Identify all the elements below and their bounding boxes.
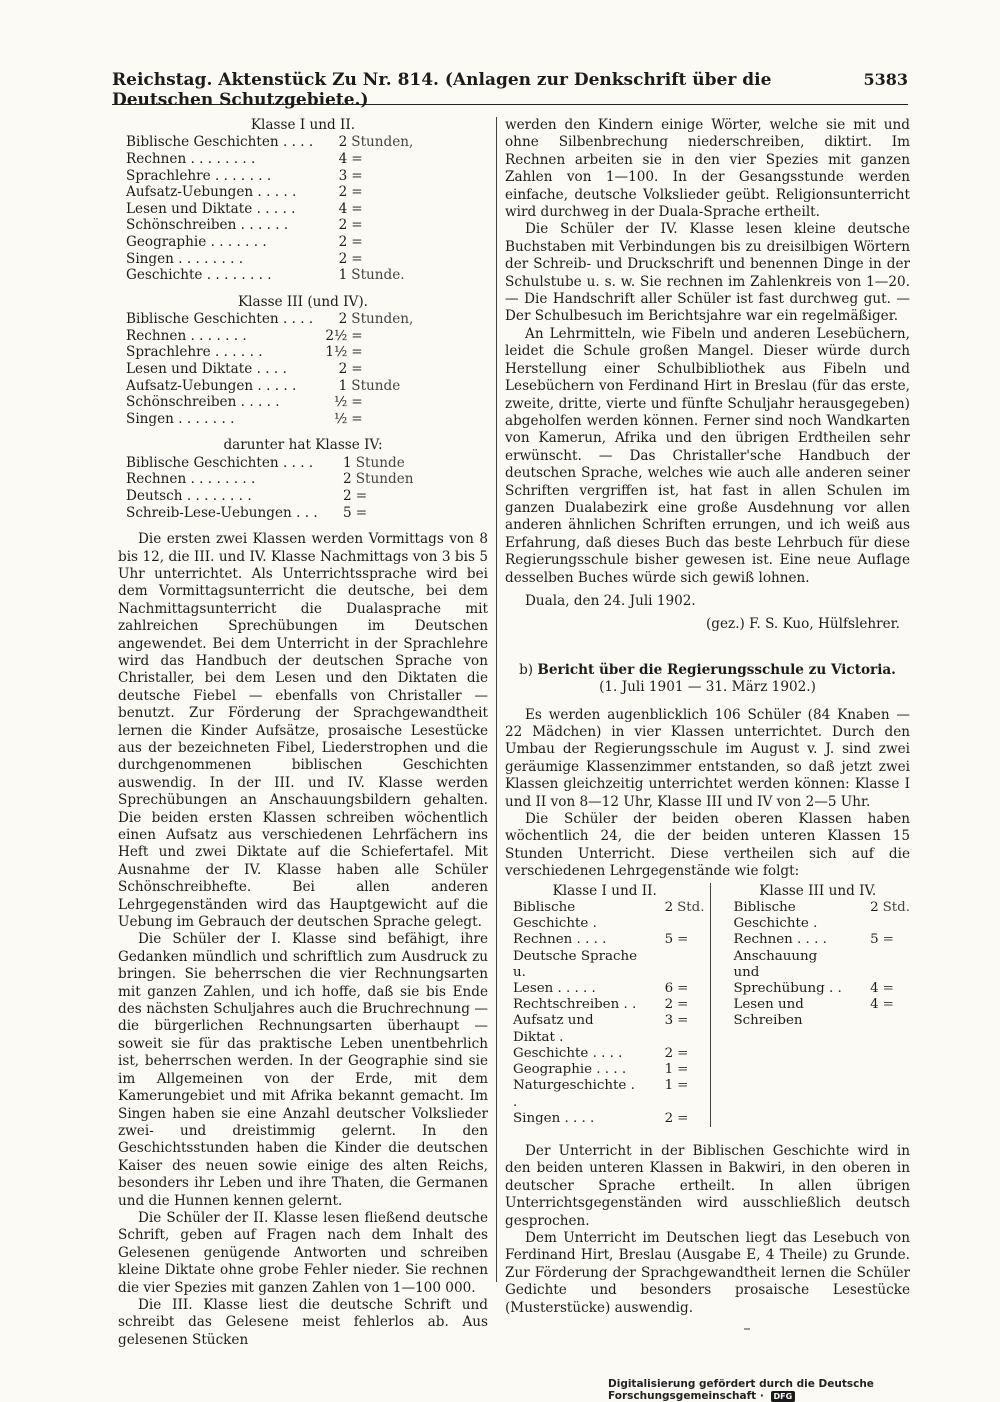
schedule-row <box>507 1046 704 1062</box>
schedule-heading-1: Klasse I und II. <box>250 117 356 133</box>
hours-value: 2 <box>664 1045 674 1061</box>
subject-label: Naturgeschichte . . <box>513 1078 635 1110</box>
unit-label: Stunde <box>351 377 401 394</box>
hours-value: 1 <box>664 1078 674 1094</box>
page-header <box>112 70 908 110</box>
signature: (gez.) F. S. Kuo, Hülfslehrer. <box>705 616 900 633</box>
schedule-row <box>507 900 704 932</box>
unit-label: = <box>677 1062 689 1078</box>
unit-label: = <box>351 217 363 234</box>
unit-label: = <box>677 1110 689 1126</box>
schedule-table-a <box>507 900 704 1127</box>
hours-value: 1 <box>338 377 348 394</box>
unit-label: = <box>351 360 363 377</box>
hours-value: 2 <box>338 311 348 328</box>
subject-label: Biblische Geschichte . <box>513 900 597 932</box>
unit-label: = <box>882 932 894 948</box>
unit-label: Stunde <box>355 454 405 471</box>
schedule-row <box>727 949 910 981</box>
schedule-row <box>120 471 414 488</box>
section-heading <box>505 662 910 679</box>
schedule-row <box>507 981 704 997</box>
subject-label: Singen . . . . . . . . <box>126 250 244 267</box>
hours-value: 2 <box>664 1110 674 1126</box>
subject-label: Sprechübung . . <box>733 981 842 997</box>
section-label: b) <box>519 661 534 678</box>
subject-label: Geographie . . . . <box>513 1062 627 1078</box>
dfg-logo: DFG <box>771 1391 796 1402</box>
subject-label: Rechnen . . . . <box>513 932 607 948</box>
subject-label: Geographie . . . . . . . <box>126 233 267 250</box>
subject-label: Rechnen . . . . . . . <box>126 327 247 344</box>
hours-value: ½ <box>334 394 348 411</box>
schedule-row <box>507 932 704 948</box>
subject-label: Singen . . . . <box>513 1110 595 1126</box>
schedule-row <box>120 394 413 411</box>
subject-label: Biblische Geschichten . . . . <box>126 134 314 151</box>
schedule-row <box>120 311 413 328</box>
unit-label: = <box>677 1013 689 1029</box>
paragraph: Die Schüler der IV. Klasse lesen kleine deutsche Buchstaben mit Verbindungen bis zu dreisilbigen Wörtern der Schreib- und Druckschrift und benennen Dinge in der Schulstube u. s. w. Sie rechnen im Zahlenkreis von 1—20. — Die Handschrift aller Schüler ist fast durchweg gut. — Der Schulbesuch im Berichtsjahre war ein regelmäßiger. <box>505 221 910 325</box>
unit-label: = <box>351 167 363 184</box>
hours-value: 5 <box>870 932 879 948</box>
paragraph: Dem Unterricht im Deutschen liegt das Lesebuch von Ferdinand Hirt, Breslau (Ausgabe E, 4 Theile) zu Grunde. Zur Förderung der Sprachgewandtheit lernen die Schüler Gedichte und besonders prosaische Lesestücke (Musterstücke) auswendig. <box>505 1229 910 1316</box>
subject-label: Rechnen . . . . . . . . <box>126 151 256 167</box>
hours-value: 2 <box>338 233 348 250</box>
subject-label: Geschichte . . . . <box>513 1045 623 1061</box>
unit-label: = <box>677 1045 689 1061</box>
subject-label: Aufsatz-Uebungen . . . . . <box>126 377 297 394</box>
print-mark <box>744 1328 750 1330</box>
subject-label: Rechtschreiben . . <box>513 997 637 1013</box>
hours-value: ½ <box>334 410 348 427</box>
subject-label: Deutsche Sprache u. <box>513 948 638 980</box>
schedule-row <box>120 234 413 251</box>
hours-value: 2 <box>343 471 352 488</box>
schedule-row <box>120 344 413 361</box>
schedule-row <box>120 361 413 378</box>
footer-credit <box>608 1378 1000 1402</box>
subject-label: Lesen und Diktate . . . . . <box>126 200 296 217</box>
subject-label: Biblische Geschichte . <box>733 900 818 932</box>
unit-label: = <box>351 151 363 167</box>
schedule-row <box>120 134 413 151</box>
unit-label: = <box>882 981 894 997</box>
paragraph: werden den Kindern einige Wörter, welche sie mit und ohne Silbenbrechung niederschreiben, diktirt. Im Rechnen arbeiten sie in den vier Spezies mit ganzen Zahlen von 1—100. In der Gesangsstunde werden einfache, deutsche Volkslieder geübt. Religionsunterricht wird durchweg in der Duala-Sprache ertheilt. <box>505 117 910 221</box>
hours-value: 2 <box>664 997 674 1013</box>
unit-label: Stunden, <box>351 311 414 328</box>
unit-label: Stunden, <box>351 134 414 151</box>
schedule-row <box>727 900 910 932</box>
schedule-table-3 <box>120 455 414 521</box>
schedule-row <box>120 328 413 345</box>
schedule-row <box>507 1111 704 1127</box>
section-period: (1. Juli 1901 — 31. März 1902.) <box>599 679 816 696</box>
hours-value: 3 <box>664 1013 674 1029</box>
page-number: 5383 <box>863 70 908 89</box>
unit-label: = <box>351 344 363 361</box>
schedule-row <box>120 488 414 505</box>
hours-value: 2 <box>338 217 348 234</box>
unit-label: Std. <box>882 900 910 916</box>
schedule-row <box>507 1078 704 1110</box>
unit-label: = <box>351 200 363 217</box>
hours-value: 2 <box>338 134 348 151</box>
subject-label: Lesen . . . . . <box>513 981 596 997</box>
unit-label: = <box>351 410 363 427</box>
hours-value: 2 <box>870 900 879 916</box>
unit-label: = <box>351 233 363 250</box>
paragraph: An Lehrmitteln, wie Fibeln und anderen Lesebüchern, leidet die Schule großen Mangel. Dieser würde durch Herstellung einer Schulbibliothek aus Fibeln und Lesebüchern von Ferdinand Hirt in Breslau (für das erste, zweite, dritte, vierte und fünfte Schuljahr herausgegeben) abgeholfen werden können. Ferner sind noch Wandkarten von Kamerun, Afrika und den übrigen Erdtheilen sehr erwünscht. — Das Christaller'sche Handbuch der deutschen Sprache, welches wie auch alle anderen seiner Schriften vergriffen ist, hat fast in allen Schulen im ganzen Dualabezirk eine große Ausdehnung vor allen anderen ähnlichen Schriften errungen, und ich weiß aus Erfahrung, daß dieses Buch das beste Lehrbuch für diese Regierungsschule bisher gewesen ist. Eine neue Auflage desselben Buches würde sich gewiß lohnen. <box>505 325 910 586</box>
hours-value: 4 <box>870 997 879 1013</box>
schedule-row <box>120 151 413 168</box>
subject-label: Sprachlehre . . . . . . <box>126 344 263 361</box>
unit-label: = <box>351 394 363 411</box>
schedule-row <box>120 184 413 201</box>
unit-label: = <box>351 327 363 344</box>
unit-label: = <box>677 997 689 1013</box>
subject-label: Lesen und Diktate . . . . <box>126 360 287 377</box>
subject-label: Geschichte . . . . . . . . <box>126 267 272 284</box>
hours-value: 3 <box>338 167 348 184</box>
unit-label: = <box>677 932 689 948</box>
unit-label: Std. <box>677 900 705 916</box>
schedule-row <box>507 997 704 1013</box>
schedule-row <box>507 1013 704 1045</box>
unit-label: = <box>355 487 368 504</box>
schedule-table-2 <box>120 311 413 427</box>
subject-label: Biblische Geschichten . . . . <box>126 454 314 471</box>
schedule-table-1 <box>120 134 413 283</box>
left-column <box>118 117 488 1349</box>
right-column <box>505 117 910 1317</box>
subject-label: Schönschreiben . . . . . . <box>126 217 289 234</box>
schedule-row <box>120 505 414 522</box>
unit-label: = <box>677 1078 689 1094</box>
paragraph: Die ersten zwei Klassen werden Vormittags von 8 bis 12, die III. und IV. Klasse Nachmittags von 3 bis 5 Uhr unterrichtet. Als Unterrichtssprache wird bei dem Vormittagsunterricht die deutsche, bei dem Nachmittagsunterricht die Dualasprache mit zahlreichen Sprechübungen im Deutschen angewendet. Bei dem Unterricht in der Sprachlehre wird das Handbuch der deutschen Sprache von Christaller, bei dem Lesen und den Diktaten die deutsche Fiebel — ebenfalls von Christaller — benutzt. Zur Förderung der Sprachgewandtheit lernen die Kinder Aufsätze, prosaische Lesestücke aus der bezeichneten Fibel, Liederstrophen und die durchgenommenen biblischen Geschichten auswendig. In der III. und IV. Klasse werden Sprechübungen an Anschauungsbildern gehalten. Die beiden ersten Klassen schreiben wöchentlich einen Aufsatz aus verschiedenen Lehrfächern ins Heft und zwei Diktate auf die Schiefertafel. Mit Ausnahme der IV. Klasse haben alle Schüler Schönschreibhefte. Bei allen anderen Lehrgegenständen wird das Hauptgewicht auf die Uebung im Gebrauch der deutschen Sprache gelegt. <box>118 531 488 931</box>
schedule-row <box>727 932 910 948</box>
subject-label: Rechnen . . . . <box>733 932 827 948</box>
subject-label: Biblische Geschichten . . . . <box>126 311 314 328</box>
hours-value: 2 <box>343 487 352 504</box>
unit-label: = <box>351 184 363 201</box>
hours-value: 1 <box>343 454 352 471</box>
subject-label: Sprachlehre . . . . . . . <box>126 167 272 184</box>
subject-label: Rechnen . . . . . . . . <box>126 471 256 488</box>
hours-value: 2 <box>664 900 674 916</box>
schedule-row <box>120 201 413 218</box>
hours-value: 2 <box>338 250 348 267</box>
hours-value: 5 <box>664 932 674 948</box>
subject-label: Schönschreiben . . . . . <box>126 394 280 411</box>
hours-value: 4 <box>338 200 348 217</box>
hours-value <box>639 949 677 981</box>
subject-label: Anschauung und <box>733 948 818 980</box>
paragraph: Die III. Klasse liest die deutsche Schrift und schreibt das Gelesene meist fehlerlos ab. Aus gelesenen Stücken <box>118 1296 488 1348</box>
dateline: Duala, den 24. Juli 1902. <box>525 592 696 609</box>
subject-label: Aufsatz und Diktat . <box>513 1013 594 1045</box>
hours-value: 1 <box>338 267 348 284</box>
footer-text: Digitalisierung gefördert durch die Deutsche Forschungsgemeinschaft · <box>608 1378 874 1402</box>
schedule-row <box>120 411 413 428</box>
schedule-heading-2: Klasse III (und IV). <box>237 293 368 310</box>
header-title: Reichstag. Aktenstück Zu Nr. 814. (Anlagen zur Denkschrift über die Deutschen Schutzgebiete.) <box>112 70 772 110</box>
hours-value: 2 <box>338 184 348 201</box>
paragraph: Der Unterricht in der Biblischen Geschichte wird in den beiden unteren Klassen in Bakwiri, in den oberen in deutscher Sprache ertheilt. In allen übrigen Unterrichtsgegenständen wird ausschließlich deutsch gesprochen. <box>505 1142 910 1229</box>
schedule-row <box>120 378 413 395</box>
paragraph: Es werden augenblicklich 106 Schüler (84 Knaben — 22 Mädchen) in vier Klassen unterrichtet. Durch den Umbau der Regierungsschule im August v. J. sind zwei geräumige Klassenzimmer entstanden, so daß jetzt zwei Klassen gleichzeitig unterrichtet werden können: Klasse I und II von 8—12 Uhr, Klasse III und IV von 2—5 Uhr. <box>505 706 910 810</box>
schedule-row <box>120 267 413 284</box>
unit-label: = <box>882 997 894 1013</box>
subject-label: Schreib-Lese-Uebungen . . . <box>126 504 318 521</box>
unit-label <box>677 949 704 981</box>
hours-value: 6 <box>664 981 674 997</box>
subject-label: Deutsch . . . . . . . . <box>126 487 252 504</box>
paragraph: Die Schüler der beiden oberen Klassen haben wöchentlich 24, die der beiden unteren Klassen 15 Stunden Unterricht. Diese vertheilen sich auf die verschiedenen Lehrgegenstände wie folgt: <box>505 811 910 880</box>
column-divider <box>496 117 497 1282</box>
schedule-heading-a: Klasse I und II. <box>552 882 657 899</box>
hours-value: 2 <box>338 360 348 377</box>
subject-label: Lesen und Schreiben <box>733 997 804 1029</box>
schedule-row <box>727 981 910 997</box>
hours-value <box>845 949 883 981</box>
schedule-row <box>120 168 413 185</box>
schedule-row <box>120 455 414 472</box>
schedule-row <box>507 949 704 981</box>
paragraph: Die Schüler der I. Klasse sind befähigt, ihre Gedanken mündlich und schriftlich zum Ausdruck zu bringen. Sie beherrschen die vier Rechnungsarten mit ganzen Zahlen, und ich hoffe, daß sie bis Ende des nächsten Schuljahres auch die Bruchrechnung — die bürgerlichen Rechnungsarten überhaupt — soweit sie für das praktische Leben unentbehrlich ist, beherrschen werden. In der Geographie sind sie im Allgemeinen von der Erde, mit dem Kamerungebiet und mit Afrika bekannt gemacht. Im Singen haben sie eine Anzahl deutscher Volkslieder zwei- und dreistimmig gelernt. In den Geschichtsstunden haben die Kinder die deutschen Kaiser des neuen sowie einige des alten Reichs, besonders ihr Leben und ihre Thaten, die Germanen und die Hunnen kennen gelernt. <box>118 931 488 1209</box>
subject-label: Aufsatz-Uebungen . . . . . <box>126 184 297 201</box>
paragraph: Die Schüler der II. Klasse lesen fließend deutsche Schrift, geben auf Fragen nach dem Inhalt des Gelesenen genügende Antworten und schreiben kleine Diktate ohne grobe Fehler nieder. Sie rechnen die vier Spezies mit ganzen Zahlen von 1—100 000. <box>118 1209 488 1296</box>
hours-value: 4 <box>870 981 879 997</box>
schedule-row <box>120 251 413 268</box>
schedule-heading-b: Klasse III und IV. <box>759 882 877 899</box>
unit-label: = <box>677 981 689 997</box>
hours-value: 2½ <box>325 327 348 344</box>
unit-label: = <box>351 250 363 267</box>
unit-label: Stunden <box>355 471 414 488</box>
schedule-row <box>120 217 413 234</box>
schedule-row <box>507 1062 704 1078</box>
hours-value: 1½ <box>325 344 348 361</box>
unit-label: Stunde. <box>351 267 405 284</box>
schedule-table-b <box>727 900 910 1030</box>
schedule-heading-3: darunter hat Klasse IV: <box>223 437 383 454</box>
schedule-row <box>727 997 910 1029</box>
subject-label: Singen . . . . . . . <box>126 410 235 427</box>
unit-label: = <box>355 504 368 521</box>
hours-value: 5 <box>343 504 352 521</box>
unit-label <box>883 949 910 981</box>
section-title: Bericht über die Regierungsschule zu Victoria. <box>537 661 896 678</box>
schedule-comparison <box>505 883 910 1127</box>
hours-value: 1 <box>664 1062 674 1078</box>
hours-value: 4 <box>338 151 348 167</box>
